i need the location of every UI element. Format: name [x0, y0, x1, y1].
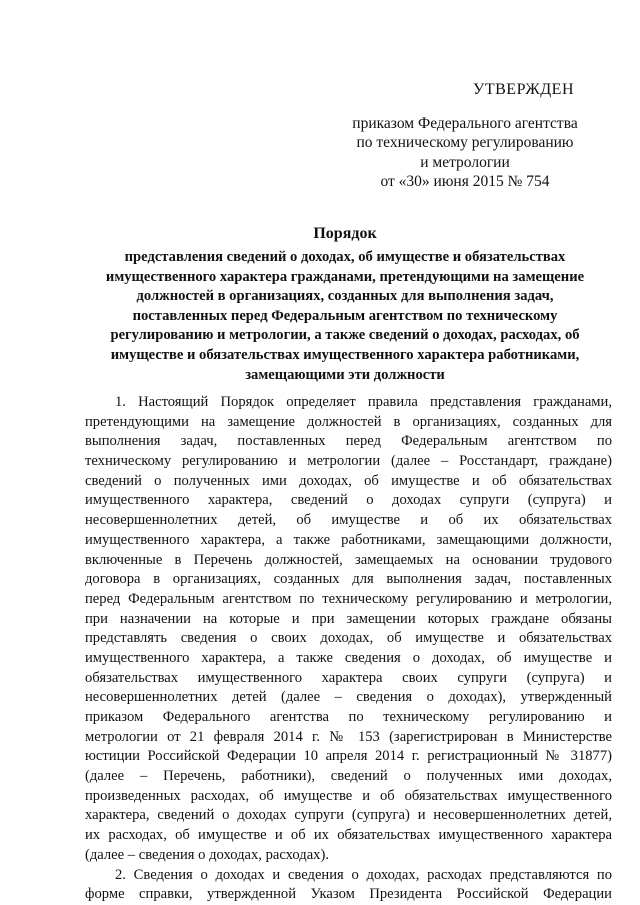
- paragraph-2-line: форме справки, утвержденной Указом Президента Российской Федерации: [85, 886, 612, 903]
- paragraph-1-line: характера, сведений о доходах супруги (супруга) и несовершеннолетних детей,: [85, 807, 612, 824]
- paragraph-1-line: претендующими на замещение должностей в организациях, созданных для: [85, 413, 612, 430]
- paragraph-1-line: несовершеннолетних детей, об имуществе и об их обязательствах: [85, 512, 612, 529]
- paragraph-1-line: представлять сведения о своих доходах, об имуществе и обязательствах: [85, 630, 612, 647]
- paragraph-1-line: метрологии от 21 февраля 2014 г. № 153 (зарегистрирован в Министерстве: [85, 728, 612, 745]
- paragraph-1-line: выполнения задач, поставленных перед Федеральным агентством по: [85, 433, 612, 450]
- paragraph-1-line: имущественного характера, сведений о доходах супруги (супруга) и: [85, 492, 612, 509]
- paragraph-1-line: техническому регулированию и метрологии (далее – Росстандарт, граждане): [85, 453, 612, 470]
- approval-line: и метрологии: [420, 153, 510, 171]
- paragraph-1-line: имущественного характера, а также работниками, замещающими должности,: [85, 531, 612, 548]
- title-line: представления сведений о доходах, об имуществе и обязательствах: [124, 249, 566, 265]
- paragraph-1-line: договора в организациях, созданных для выполнения задач, поставленных: [85, 571, 612, 588]
- title-line: имуществе и обязательствах имущественного характера работниками,: [110, 346, 580, 363]
- document-body: [85, 393, 612, 905]
- approved-heading: УТВЕРЖДЕН: [473, 81, 574, 98]
- approval-line: приказом Федерального агентства: [352, 114, 578, 132]
- paragraph-1-line: имущественного характера, а также сведения о доходах, об имуществе и: [85, 649, 612, 666]
- title-main: Порядок: [313, 225, 377, 242]
- approval-stamp: [340, 80, 590, 192]
- approval-line: по техническому регулированию: [356, 134, 574, 151]
- paragraph-1-line: при назначении на которые и при замещении которых граждане обязаны: [85, 610, 612, 627]
- paragraph-1-line: произведенных расходах, об имуществе и об обязательствах имущественного: [85, 787, 612, 804]
- paragraph-2-line: 2. Сведения о доходах и сведения о доходах, расходах представляются по: [115, 866, 612, 883]
- title-line: имущественного характера гражданами, претендующими на замещение: [105, 268, 585, 285]
- approval-order-date: от «30» июня 2015 № 754: [380, 173, 550, 190]
- title-line: замещающими эти должности: [245, 366, 445, 383]
- paragraph-1-line: юстиции Российской Федерации 10 апреля 2014 г. регистрационный № 31877): [85, 748, 612, 765]
- paragraph-1-line: сведений о полученных ими доходах, об имуществе и об обязательствах: [85, 472, 612, 489]
- paragraph-1-line: перед Федеральным агентством по техническому регулированию и метрологии,: [85, 590, 612, 607]
- paragraph-1-line: (далее – сведения о доходах, расходах).: [85, 846, 329, 863]
- document-title: [84, 224, 606, 385]
- title-line: регулированию и метрологии, а также сведений о доходах, расходах, об: [110, 327, 580, 344]
- paragraph-1-line: приказом Федерального агентства по техническому регулированию и: [85, 709, 612, 725]
- title-line: должностей в организациях, созданных для выполнения задач,: [136, 288, 554, 305]
- paragraph-1-line: несовершеннолетних детей (далее – сведения о доходах), утвержденный: [85, 689, 612, 706]
- paragraph-1-line: обязательствах имущественного характера своих супруги (супруга) и: [85, 669, 612, 686]
- paragraph-1-line: включенные в Перечень должностей, замещаемых на основании трудового: [85, 551, 612, 568]
- paragraph-1-line: (далее – Перечень, работники), сведений о полученных ими доходах,: [85, 768, 612, 785]
- paragraph-1-line: 1. Настоящий Порядок определяет правила представления гражданами,: [115, 394, 612, 410]
- paragraph-1-line: их расходах, об имуществе и об их обязательствах имущественного характера: [85, 827, 612, 844]
- title-line: поставленных перед Федеральным агентством по техническому: [132, 307, 558, 324]
